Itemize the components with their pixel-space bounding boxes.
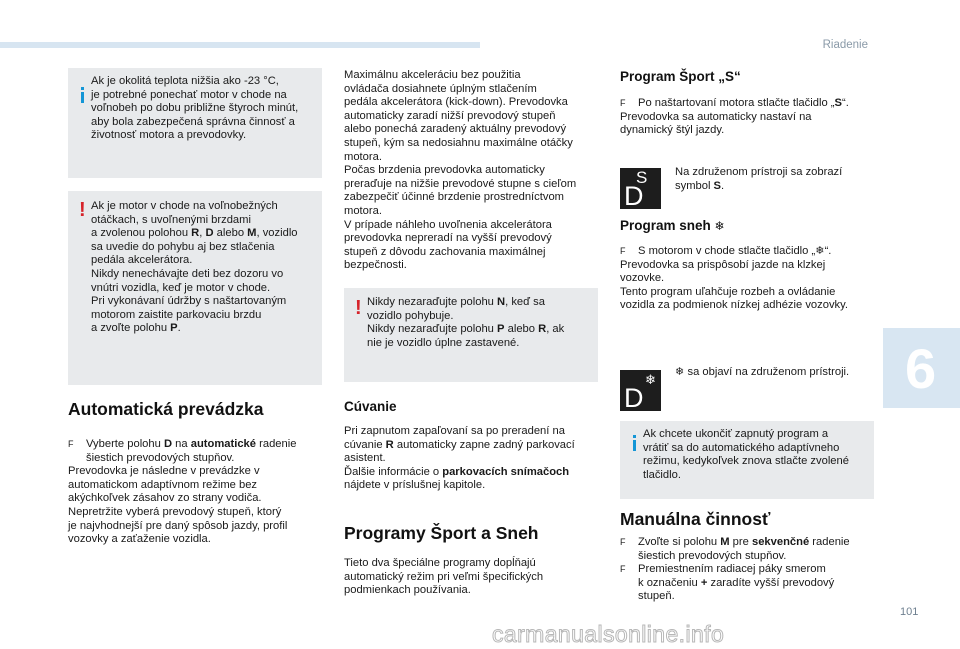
text-line: Maximálnu akceleráciu bez použitia — [344, 69, 521, 81]
text-line: ovládača dosiahnete úplným stlačením — [344, 82, 537, 95]
heading-sport: Program Šport „S“ — [620, 69, 741, 84]
manual-text — [620, 536, 880, 604]
bold-term: M — [247, 227, 257, 240]
header-rule — [0, 42, 480, 48]
badge-d-letter: D — [624, 383, 644, 413]
text-line: vozovky a zaťaženie vozidla. — [68, 533, 211, 546]
bold-term: R — [191, 227, 200, 240]
text-line: šiestich prevodových stupňov. — [638, 549, 787, 562]
bold-term: R — [385, 438, 394, 451]
text-line: dynamický štýl jazdy. — [620, 124, 725, 137]
section-title: Riadenie — [822, 39, 868, 51]
text-line: automatický režim pri veľmi špecifických — [344, 570, 544, 583]
bold-term: R — [538, 323, 547, 336]
snow-text — [620, 245, 880, 313]
text-line: F S motorom v chode stlačte tlačidlo „❄“. — [620, 245, 832, 257]
text-line: Nikdy nezaraďujte polohu N, keď sa — [367, 296, 545, 308]
text-line: Ak chcete ukončiť zapnutý program a — [643, 428, 829, 440]
text-line: otáčkach, s uvoľnenými brzdami — [91, 213, 251, 226]
bullet-icon: F — [620, 246, 626, 256]
text-line: bezpečnosti. — [344, 259, 407, 272]
info-box-text — [91, 75, 319, 143]
heading-reverse: Cúvanie — [344, 399, 397, 414]
text-line: životnosť motora a prevodovky. — [91, 129, 247, 142]
bold-term: + — [700, 576, 708, 589]
text-line: Nikdy nenechávajte deti bez dozoru vo — [91, 267, 284, 280]
text-line: stupeň, kým sa nedosiahnu maximálne otáčky — [344, 136, 573, 149]
bullet-icon: F — [620, 98, 626, 108]
info-box-exit-program — [620, 421, 874, 499]
warning-box-idle — [68, 191, 322, 385]
text-line: k označeniu + zaradíte vyšší prevodový — [638, 576, 835, 589]
badge-d-letter: D — [624, 181, 644, 211]
bold-term: sekvenčné — [751, 536, 810, 548]
text-line: pedála akcelerátora. — [91, 254, 193, 267]
snowflake-icon: ❄ — [714, 219, 725, 233]
bold-term: S — [834, 97, 842, 109]
text-line: akýchkoľvek zásahov zo strany vodiča. — [68, 492, 262, 505]
text-line: Pri vykonávaní údržby s naštartovaným — [91, 295, 287, 308]
info-icon-stem — [633, 440, 636, 451]
bold-term: P — [170, 322, 178, 335]
text-line: Nikdy nezaraďujte polohu P alebo R, ak — [367, 323, 565, 336]
heading-snow — [620, 218, 725, 234]
text-line: nájdete v príslušnej kapitole. — [344, 479, 486, 492]
bold-term: N — [497, 296, 506, 308]
info-box-text — [643, 428, 871, 482]
text-line: prevodovka nepreradí na vyšší prevodový — [344, 232, 552, 245]
warning-box-text — [91, 200, 319, 336]
text-line: Na združenom prístroji sa zobrazí — [675, 166, 843, 178]
text-line: motorom zaistite parkovaciu brzdu — [91, 308, 262, 321]
text-line: podmienkach používania. — [344, 584, 471, 597]
page-number: 101 — [900, 606, 919, 618]
info-icon — [81, 87, 84, 90]
warning-icon: ! — [79, 199, 86, 221]
text-line: Pri zapnutom zapaľovaní sa po preradení na — [344, 425, 565, 437]
bullet-icon: F — [620, 564, 626, 575]
info-icon — [633, 435, 636, 438]
text-line: vozidlo pohybuje. — [367, 309, 454, 322]
info-icon-stem — [81, 92, 84, 103]
text-line: šiestich prevodových stupňov. — [86, 451, 235, 464]
kickdown-text — [344, 69, 602, 273]
text-line: zabezpečiť účinné brzdenie prostredníctvom — [344, 191, 564, 204]
text-line: aby bola zabezpečená správna činnosť a — [91, 115, 295, 128]
text-line: F Premiestnením radiacej páky smerom — [620, 563, 826, 576]
text-line: Nepretržite vyberá prevodový stupeň, ktorý — [68, 505, 282, 518]
snow-mode-badge-icon — [620, 370, 661, 411]
warning-box-text — [367, 296, 595, 350]
bold-term: D — [163, 438, 173, 450]
text-line: motora. — [344, 150, 382, 163]
text-line: F Po naštartovaní motora stlačte tlačidlo „S“. — [620, 97, 849, 109]
text-line: alebo ponechá zaradený aktuálny prevodový — [344, 123, 567, 136]
text-line: automatickom adaptívnom režime bez — [68, 478, 258, 491]
warning-box-neutral — [344, 288, 598, 382]
reverse-text — [344, 425, 602, 493]
heading-programs: Programy Šport a Sneh — [344, 523, 539, 543]
heading-manual: Manuálna činnosť — [620, 509, 771, 529]
bold-term: parkovacích snímačoch — [442, 465, 570, 478]
text-line: stupeň z dôvodu zachovania maximálnej — [344, 245, 546, 258]
text-line: stupeň. — [638, 590, 675, 603]
watermark: carmanualsonline.info — [492, 621, 725, 647]
text-line: vozidla za podmienok nízkej adhézie vozovky. — [620, 299, 849, 312]
text-line: F Vyberte polohu D na automatické radenie — [68, 438, 297, 450]
text-line: je najvhodnejší pre daný spôsob jazdy, profil — [68, 519, 288, 532]
text-line: preraďuje na nižšie prevodové stupne s cieľom — [344, 177, 577, 190]
text-line: je potrebné ponechať motor v chode na — [91, 88, 287, 101]
text-line: symbol S. — [675, 179, 725, 192]
badge-s-letter: S — [636, 168, 648, 187]
sport-text — [620, 97, 880, 138]
text-line: voľnobeh po dobu približne štyroch minút, — [91, 102, 299, 115]
text-line: Prevodovka sa automaticky nastaví na — [620, 110, 812, 123]
heading-snow-label: Program sneh — [620, 218, 711, 233]
text-line: pedála akcelerátora (kick-down). Prevodovka — [344, 96, 568, 109]
automatic-text — [68, 438, 324, 547]
text-line: Ak je motor v chode na voľnobežných — [91, 200, 278, 212]
text-line: cúvanie R automaticky zapne zadný parkovací — [344, 438, 575, 451]
text-line: sa uvedie do pohybu aj bez stlačenia — [91, 240, 275, 253]
bullet-icon: F — [68, 439, 74, 449]
bold-term: automatické — [190, 438, 257, 450]
text-line: asistent. — [344, 452, 386, 465]
text-line: vnútri vozidla, keď je motor v chode. — [91, 281, 271, 294]
text-line: a zvolenou polohou R, D alebo M, vozidlo — [91, 227, 298, 240]
heading-automatic: Automatická prevádzka — [68, 399, 264, 419]
bold-term: D — [205, 227, 214, 240]
text-line: F Zvoľte si polohu M pre sekvenčné radenie — [620, 536, 850, 548]
text-line: režimu, kedykoľvek znova stlačte zvolené — [643, 455, 849, 468]
text-line: Ak je okolitá teplota nižšia ako -23 °C, — [91, 75, 279, 87]
text-line: vozovke. — [620, 272, 665, 285]
text-line: Prevodovka sa prispôsobí jazde na klzkej — [620, 258, 826, 271]
bold-term: S — [713, 179, 722, 192]
text-line: Prevodovka je následne v prevádzke v — [68, 465, 260, 478]
text-line: V prípade náhleho uvoľnenia akcelerátora — [344, 218, 552, 231]
text-line: motora. — [344, 204, 382, 217]
text-line: Počas brzdenia prevodovka automaticky — [344, 164, 545, 177]
info-box-temperature — [68, 68, 322, 178]
sport-badge-text — [675, 166, 875, 193]
snow-badge-text: ❄ sa objaví na združenom prístroji. — [675, 366, 850, 378]
text-line: tlačidlo. — [643, 468, 681, 481]
text-line: automaticky zaradí nižší prevodový stupeň — [344, 109, 556, 122]
text-line: vrátiť sa do automatického adaptívneho — [643, 441, 840, 454]
text-line: a zvoľte polohu P. — [91, 322, 181, 335]
chapter-number: 6 — [905, 337, 937, 400]
bullet-icon: F — [620, 537, 626, 547]
text-line: Tieto dva špeciálne programy dopĺňajú — [344, 557, 536, 569]
bold-term: P — [497, 323, 505, 336]
sport-mode-badge-icon — [620, 168, 661, 209]
bold-term: M — [720, 536, 730, 548]
warning-icon: ! — [355, 297, 362, 319]
text-line: Tento program uľahčuje rozbeh a ovládanie — [620, 285, 836, 298]
text-line: nie je vozidlo úplne zastavené. — [367, 336, 520, 349]
badge-snowflake: ❄ — [645, 372, 656, 387]
text-line: Ďalšie informácie o parkovacích snímačoch — [344, 465, 570, 478]
programs-text — [344, 557, 602, 598]
